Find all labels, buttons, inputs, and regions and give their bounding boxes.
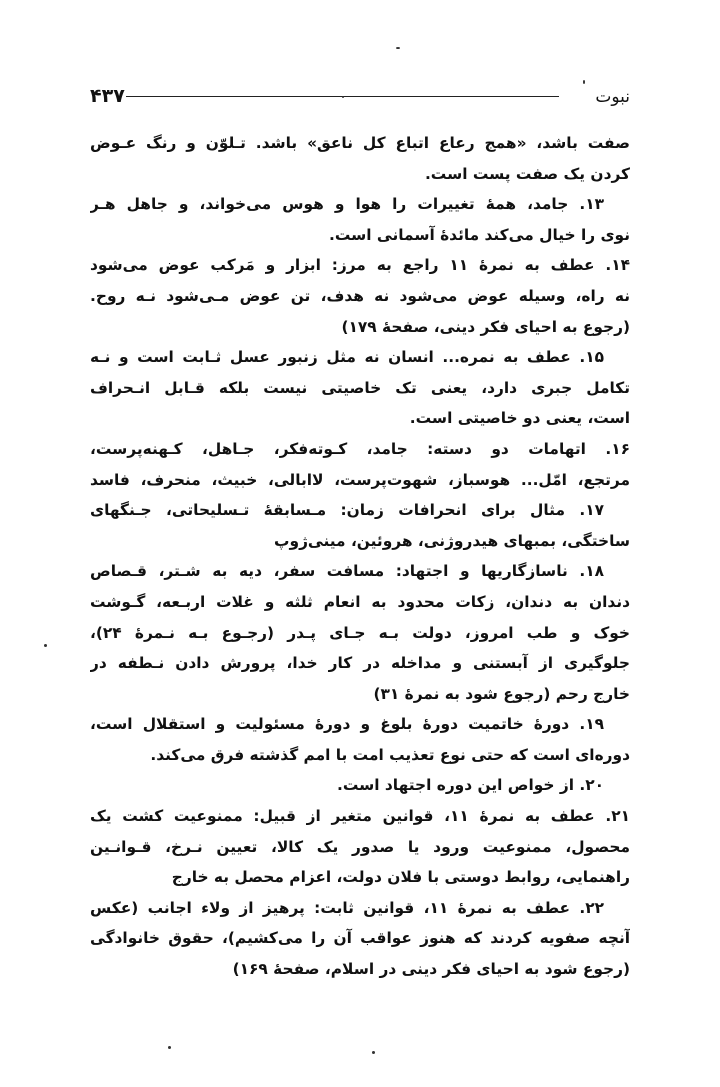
text-line: مرتجع، امّل... هوسباز، شهوت‌پرست، لاابالی، خبیث، منحرف، فاسد <box>90 470 630 489</box>
text-line: ۱۵. عطف به نمره... انسان نه مثل زنبور عسل ثـابت است و نـه <box>90 348 604 367</box>
scan-speck <box>396 47 400 49</box>
text-line: (رجوع به احیای فکر دینی، صفحهٔ ۱۷۹) <box>341 317 630 336</box>
scan-speck <box>44 644 47 647</box>
scan-speck <box>372 1051 375 1054</box>
text-line: تکامل جبری دارد، یعنی تک خاصیتی نیست بلکه قـابل انـحراف <box>90 378 630 397</box>
text-line: کردن یک صفت پست است. <box>424 164 630 183</box>
body-text <box>90 128 630 985</box>
page-number: ۴۳۷ <box>90 85 125 107</box>
text-line: ۱۶. اتهامات دو دسته: جامد، کـوته‌فکر، جـاهل، کـهنه‌پرست، <box>90 439 630 458</box>
text-line: نه راه، وسیله عوض می‌شود نه هدف، تن عوض مـی‌شود نـه روح. <box>90 286 630 305</box>
text-line: ۲۱. عطف به نمرهٔ ۱۱، قوانین متغیر از قبیل: ممنوعیت کشت یک <box>90 807 630 826</box>
text-line: صفت باشد، «همج رعاع اتباع کل ناعق» باشد. تـلوّن و رنگ عـوض <box>90 134 630 152</box>
text-line: خوک و طب امروز، دولت بـه جـای پـدر (رجـوع بـه نـمرهٔ ۲۴)، <box>90 623 630 642</box>
text-line: آنچه صفویه کردند که هنوز عواقب آن را می‌کشیم)، حقوق خانوادگی <box>90 929 630 948</box>
text-line: ساختگی، بمبهای هیدروژنی، هروئین، مینی‌ژوپ <box>274 531 630 550</box>
text-line: (رجوع شود به احیای فکر دینی در اسلام، صفحهٔ ۱۶۹) <box>232 960 630 979</box>
text-line: دوره‌ای است که حتی نوع تعذیب امت با امم گذشته فرق می‌کند. <box>150 745 630 764</box>
scan-speck <box>168 1046 171 1049</box>
text-line: ۱۹. دورهٔ خاتمیت دورهٔ بلوغ و دورهٔ مسئولیت و استقلال است، <box>90 715 604 734</box>
text-line: ۲۲. عطف به نمرهٔ ۱۱، قوانین ثابت: پرهیز از ولاء اجانب (عکس <box>90 898 605 917</box>
text-line: جلوگیری از آبستنی و مداخله در کار خدا، پرورش دادن نـطفه در <box>90 654 630 673</box>
text-line: راهنمایی، روابط دوستی با فلان دولت، اعزام محصل به خارج <box>171 868 630 887</box>
text-line: خارج رحم (رجوع شود به نمرهٔ ۳۱) <box>373 684 630 703</box>
text-line: محصول، ممنوعیت ورود یا صدور یک کالا، تعیین نـرخ، قـوانـین <box>90 837 630 856</box>
scan-speck <box>342 96 344 98</box>
text-line: است، یعنی دو خاصیتی است. <box>409 409 630 428</box>
text-line: ۱۴. عطف به نمرهٔ ۱۱ راجع به مرز: ابزار و مَرکب عوض می‌شود <box>90 256 630 275</box>
text-line: نوی را خیال می‌کند مائدهٔ آسمانی است. <box>328 225 630 244</box>
text-line: ۱۷. مثال برای انحرافات زمان: مـسابقهٔ تـسلیحاتی، جـنگهای <box>90 501 604 520</box>
running-title: نبوت <box>595 87 630 107</box>
text-line: ۱۳. جامد، همهٔ تغییرات را هوا و هوس می‌خواند، و جاهل هـر <box>90 195 604 214</box>
scan-speck <box>583 80 585 84</box>
text-line: دندان به دندان، زکات محدود به انعام ثلثه و غلات اربـعه، گـوشت <box>90 592 630 611</box>
text-line: ۲۰. از خواص این دوره اجتهاد است. <box>336 776 604 795</box>
text-line: ۱۸. ناسازگاریها و اجتهاد: مسافت سفر، دیه به شـتر، قـصاص <box>90 562 604 581</box>
page-header <box>90 84 630 114</box>
